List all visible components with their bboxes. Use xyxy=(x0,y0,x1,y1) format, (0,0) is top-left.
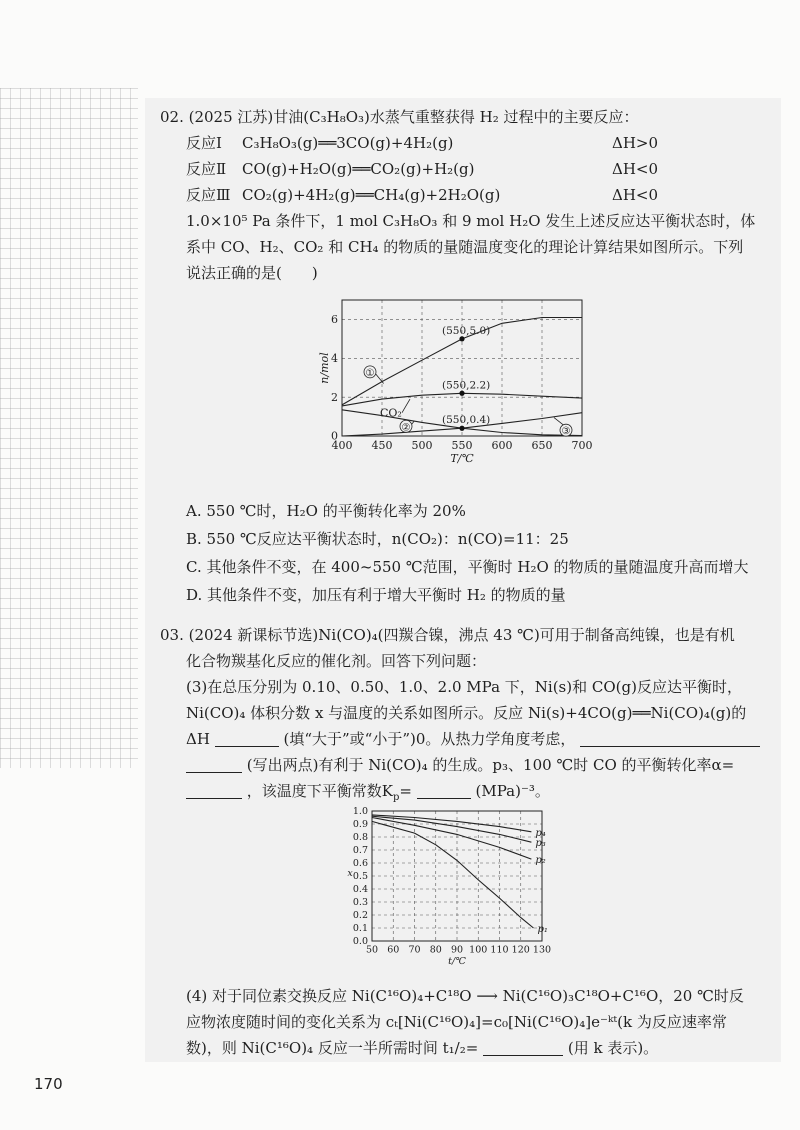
chart-x-vs-temperature xyxy=(340,805,570,973)
point-annotation: (550,5.0) xyxy=(442,324,491,337)
q03-part3-line3 xyxy=(160,726,780,752)
series-line xyxy=(372,816,531,842)
answer-blank-6[interactable] xyxy=(483,1037,563,1056)
q03-text: (写出两点)有利于 Ni(CO)₄ 的生成。p₃、100 ℃时 CO 的平衡转化率α= xyxy=(246,756,735,774)
answer-blank-4[interactable] xyxy=(186,780,242,799)
chart-n-vs-temperature xyxy=(320,292,600,477)
q03-part3-line4 xyxy=(160,752,780,778)
series-label: ① xyxy=(365,367,375,379)
y-tick-label: 0.8 xyxy=(352,832,368,844)
y-tick-label: 1.0 xyxy=(352,806,368,818)
q02-stem-line: 1.0×10⁵ Pa 条件下，1 mol C₃H₈O₃ 和 9 mol H₂O 发生上述反应达平衡状态时，体 xyxy=(186,212,756,230)
q03-text: (用 k 表示)。 xyxy=(567,1039,659,1057)
answer-blank-5[interactable] xyxy=(417,780,471,799)
reaction-enthalpy: ΔH<0 xyxy=(612,186,659,204)
x-axis-label: T/℃ xyxy=(450,452,474,465)
x-tick-label: 120 xyxy=(511,944,530,956)
q03-part3-line: (3)在总压分别为 0.10、0.50、1.0、2.0 MPa 下，Ni(s)和 CO(g)反应达平衡时， xyxy=(186,678,742,696)
series-line xyxy=(372,815,531,832)
y-tick-label: 4 xyxy=(331,351,338,365)
series-line xyxy=(372,821,534,928)
reaction-label: 反应Ⅱ xyxy=(186,160,227,178)
y-axis-label: n/mol xyxy=(318,352,331,384)
answer-blank-3[interactable] xyxy=(186,754,242,773)
q03-part4-line: 应物浓度随时间的变化关系为 cₜ[Ni(C¹⁶O)₄]=c₀[Ni(C¹⁶O)₄]e⁻ᵏᵗ(k 为反应速率常 xyxy=(186,1013,727,1031)
option-b: B. 550 ℃反应达平衡状态时，n(CO₂)：n(CO)=11：25 xyxy=(186,530,569,548)
x-tick-label: 80 xyxy=(429,944,442,956)
x-tick-label: 550 xyxy=(451,439,473,452)
x-axis-label: t/℃ xyxy=(448,956,466,967)
y-tick-label: 0.6 xyxy=(352,858,368,870)
y-tick-label: 0.2 xyxy=(352,910,368,922)
x-tick-label: 70 xyxy=(408,944,421,956)
reaction-equation: C₃H₈O₃(g)══3CO(g)+4H₂(g) xyxy=(242,134,454,152)
series-leader xyxy=(402,399,410,413)
point-annotation: (550,0.4) xyxy=(442,414,491,427)
x-tick-label: 50 xyxy=(365,944,379,956)
q03-title: 03. (2024 新课标节选)Ni(CO)₄(四羰合镍，沸点 43 ℃)可用于制备高纯镍，也是有机 xyxy=(160,626,735,644)
margin-grid xyxy=(0,88,138,768)
option-c: C. 其他条件不变，在 400~550 ℃范围，平衡时 H₂O 的物质的量随温度升高而增大 xyxy=(186,558,749,576)
q03-part4-line3 xyxy=(160,1035,780,1061)
q03-text: 数)，则 Ni(C¹⁶O)₄ 反应一半所需时间 t₁/₂= xyxy=(186,1039,479,1057)
q03-part4-line: (4) 对于同位素交换反应 Ni(C¹⁶O)₄+C¹⁸O ⟶ Ni(C¹⁶O)₃C¹⁸O+C¹⁶O，20 ℃时反 xyxy=(186,987,744,1005)
q02-title: 02. (2025 江苏)甘油(C₃H₈O₃)水蒸气重整获得 H₂ 过程中的主要反应： xyxy=(160,108,639,126)
q03-text: (MPa)⁻³。 xyxy=(475,782,550,800)
q02-stem-line: 说法正确的是( ) xyxy=(186,264,318,282)
delta-h-text: ΔH xyxy=(186,730,210,748)
reaction-equation: CO(g)+H₂O(g)══CO₂(g)+H₂(g) xyxy=(242,160,475,178)
q03-title-cont: 化合物羰基化反应的催化剂。回答下列问题： xyxy=(186,652,487,670)
series-label: p₄ xyxy=(535,827,546,839)
x-tick-label: 90 xyxy=(450,944,464,956)
y-tick-label: 2 xyxy=(331,390,338,404)
x-tick-label: 400 xyxy=(331,439,353,452)
reaction-label: 反应Ⅰ xyxy=(186,134,222,152)
series-label: p₁ xyxy=(537,924,548,935)
series-label: ② xyxy=(401,422,411,434)
q03-text: = xyxy=(399,782,412,800)
y-tick-label: 0.7 xyxy=(352,845,368,857)
q03-text: ，该温度下平衡常数K xyxy=(246,782,393,800)
reaction-3 xyxy=(160,182,780,208)
reaction-enthalpy: ΔH<0 xyxy=(612,160,659,178)
x-tick-label: 500 xyxy=(411,439,433,452)
x-tick-label: 450 xyxy=(371,439,393,452)
x-tick-label: 600 xyxy=(491,439,513,452)
page-number: 170 xyxy=(34,1075,63,1093)
x-tick-label: 60 xyxy=(387,944,400,956)
answer-blank-1[interactable] xyxy=(215,728,279,747)
series-label: p₃ xyxy=(535,838,546,850)
reaction-enthalpy: ΔH>0 xyxy=(612,134,659,152)
option-d: D. 其他条件不变，加压有利于增大平衡时 H₂ 的物质的量 xyxy=(186,586,566,604)
y-tick-label: 0.3 xyxy=(352,897,368,909)
reaction-equation: CO₂(g)+4H₂(g)══CH₄(g)+2H₂O(g) xyxy=(242,186,501,204)
x-tick-label: 130 xyxy=(532,944,552,956)
series-label: p₂ xyxy=(535,855,546,867)
series-label: ③ xyxy=(561,426,571,438)
series-label: CO₂ xyxy=(380,406,402,420)
option-a: A. 550 ℃时，H₂O 的平衡转化率为 20% xyxy=(186,502,466,520)
data-point xyxy=(459,336,464,341)
reaction-1 xyxy=(160,130,780,156)
y-tick-label: 0.1 xyxy=(352,923,368,935)
y-axis-label: x xyxy=(347,868,353,879)
x-tick-label: 650 xyxy=(531,439,553,452)
kp-subscript: p xyxy=(393,792,400,803)
q02-stem-line: 系中 CO、H₂、CO₂ 和 CH₄ 的物质的量随温度变化的理论计算结果如图所示。下列 xyxy=(186,238,744,256)
answer-blank-2[interactable] xyxy=(580,728,760,747)
point-annotation: (550,2.2) xyxy=(442,379,491,392)
reaction-2 xyxy=(160,156,780,182)
data-point xyxy=(459,426,464,431)
x-tick-label: 700 xyxy=(571,439,593,452)
x-tick-label: 110 xyxy=(490,944,509,956)
reaction-label: 反应Ⅲ xyxy=(186,186,231,204)
q03-part3-line: Ni(CO)₄ 体积分数 x 与温度的关系如图所示。反应 Ni(s)+4CO(g)══Ni(CO)₄(g)的 xyxy=(186,704,747,722)
y-tick-label: 0.0 xyxy=(352,936,368,948)
x-tick-label: 100 xyxy=(469,944,488,956)
data-point xyxy=(459,391,464,396)
y-tick-label: 0.9 xyxy=(352,819,368,831)
q03-text: (填“大于”或“小于”)0。从热力学角度考虑， xyxy=(283,730,576,748)
y-tick-label: 0.5 xyxy=(352,871,368,883)
y-tick-label: 0.4 xyxy=(352,884,368,896)
y-tick-label: 6 xyxy=(331,313,338,327)
y-tick-label: 0 xyxy=(331,429,338,443)
